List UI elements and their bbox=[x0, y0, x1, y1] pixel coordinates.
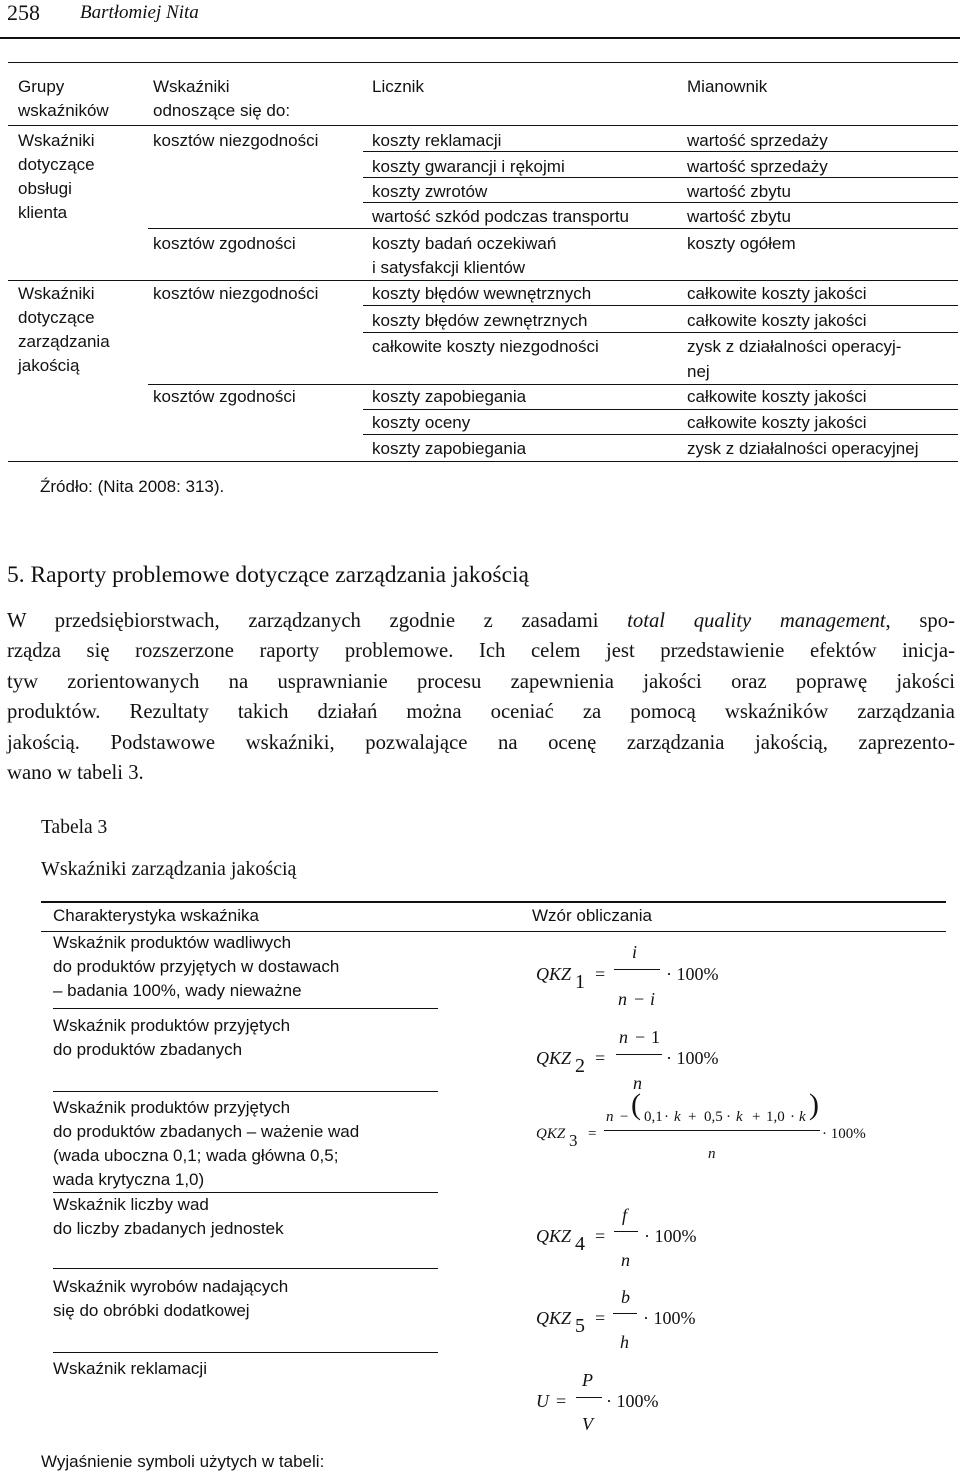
fraction-bar bbox=[576, 1397, 602, 1398]
row-rule bbox=[363, 434, 958, 435]
table-title: Wskaźniki zarządzania jakością bbox=[41, 858, 297, 880]
formula-num-a: n bbox=[606, 1109, 614, 1125]
row-desc-line: Wskaźnik reklamacji bbox=[53, 1359, 207, 1378]
formula-numerator: b bbox=[621, 1287, 630, 1307]
formula-qkz5 bbox=[536, 1281, 756, 1353]
header-denominator: Mianownik bbox=[687, 77, 768, 96]
row-desc-line: Wskaźnik produktów wadliwych bbox=[53, 933, 292, 952]
formula-denominator: n bbox=[708, 1146, 716, 1162]
header-indicators-line2: odnoszące się do: bbox=[153, 101, 291, 120]
formula-numerator: P bbox=[582, 1370, 593, 1390]
formula-den-op: − bbox=[634, 989, 645, 1009]
formula-num-k: k bbox=[736, 1109, 743, 1125]
row-desc-line: Wskaźnik liczby wad bbox=[53, 1195, 209, 1214]
formula-num-b: 1 bbox=[651, 1027, 660, 1047]
formula-qkz2 bbox=[536, 1023, 756, 1095]
row-rule bbox=[53, 1008, 438, 1009]
row-numerator: koszty badań oczekiwań bbox=[372, 234, 557, 253]
header-numerator: Licznik bbox=[372, 77, 424, 96]
row-rule bbox=[363, 332, 958, 333]
formula-lhs: QKZ bbox=[536, 1308, 572, 1328]
paragraph-line: produktów. Rezultaty takich działań można oceniać za pomocą wskaźników zarządzania bbox=[7, 701, 955, 724]
formula-u bbox=[536, 1366, 756, 1438]
group-quality-line3: zarządzania bbox=[18, 332, 110, 351]
formula-num-op: − bbox=[620, 1109, 629, 1125]
group-quality-line2: dotyczące bbox=[18, 308, 95, 327]
col-header-formula: Wzór obliczania bbox=[532, 906, 652, 925]
formula-den-b: i bbox=[650, 989, 656, 1009]
group-quality-line4: jakością bbox=[18, 356, 80, 375]
formula-num-dot: · bbox=[726, 1109, 731, 1125]
row-denominator-cont: nej bbox=[687, 362, 710, 381]
group-customer-line1: Wskaźniki bbox=[18, 131, 95, 150]
row-numerator: koszty zwrotów bbox=[372, 182, 488, 201]
fraction-bar bbox=[604, 1130, 820, 1131]
formula-multiplier: · 100% bbox=[606, 1391, 659, 1411]
row-numerator: koszty błędów zewnętrznych bbox=[372, 311, 588, 330]
row-numerator: wartość szkód podczas transportu bbox=[372, 207, 630, 226]
row-rule bbox=[148, 228, 958, 229]
row-denominator: całkowite koszty jakości bbox=[687, 311, 867, 330]
formula-numerator: i bbox=[632, 942, 638, 962]
header-rule bbox=[8, 125, 958, 126]
group-customer-line3: obsługi bbox=[18, 179, 72, 198]
formula-num-op: − bbox=[635, 1027, 646, 1047]
row-indicator: kosztów niezgodności bbox=[153, 131, 319, 150]
formula-denominator: n bbox=[633, 1073, 642, 1093]
formula-multiplier: · 100% bbox=[644, 1226, 697, 1246]
row-numerator: koszty reklamacji bbox=[372, 131, 502, 150]
formula-num-k: k bbox=[674, 1109, 681, 1125]
formula-lhs: QKZ bbox=[536, 1126, 566, 1142]
group-quality-line1: Wskaźniki bbox=[18, 284, 95, 303]
formula-qkz1 bbox=[536, 937, 756, 1009]
row-desc-line: (wada uboczna 0,1; wada główna 0,5; bbox=[53, 1146, 339, 1165]
fraction-bar bbox=[613, 1313, 637, 1314]
row-denominator: całkowite koszty jakości bbox=[687, 387, 867, 406]
row-desc-line: do produktów przyjętych w dostawach bbox=[53, 957, 340, 976]
row-numerator: koszty błędów wewnętrznych bbox=[372, 284, 592, 303]
row-indicator: kosztów zgodności bbox=[153, 234, 296, 253]
formula-paren-open: ( bbox=[631, 1088, 641, 1121]
header-groups-line2: wskaźników bbox=[18, 101, 109, 120]
formula-num-a: n bbox=[619, 1027, 628, 1047]
row-denominator: wartość zbytu bbox=[687, 182, 791, 201]
formula-multiplier: · 100% bbox=[666, 1048, 719, 1068]
table-source-note: Źródło: (Nita 2008: 313). bbox=[40, 477, 225, 496]
row-numerator-cont: i satysfakcji klientów bbox=[372, 258, 526, 277]
row-numerator: koszty oceny bbox=[372, 413, 471, 432]
row-indicator: kosztów zgodności bbox=[153, 387, 296, 406]
formula-num-b: 0,1 bbox=[644, 1109, 663, 1125]
formula-equals: = bbox=[595, 1308, 606, 1328]
formula-multiplier: · 100% bbox=[666, 964, 719, 984]
formula-equals: = bbox=[588, 1126, 597, 1142]
running-header-author: Bartłomiej Nita bbox=[80, 2, 199, 23]
row-desc-line: do produktów zbadanych bbox=[53, 1040, 243, 1059]
col-header-characteristic: Charakterystyka wskaźnika bbox=[53, 906, 259, 925]
header-indicators-line1: Wskaźniki bbox=[153, 77, 230, 96]
formula-lhs: QKZ bbox=[536, 1048, 572, 1068]
formula-lhs: U bbox=[536, 1391, 549, 1411]
row-numerator: koszty gwarancji i rękojmi bbox=[372, 157, 565, 176]
formula-num-plus: + bbox=[688, 1109, 697, 1125]
page-number: 258 bbox=[7, 0, 40, 25]
header-rule bbox=[0, 37, 960, 39]
row-desc-line: Wskaźnik produktów przyjętych bbox=[53, 1016, 291, 1035]
row-desc-line: do produktów zbadanych – ważenie wad bbox=[53, 1122, 360, 1141]
group-customer-line4: klienta bbox=[18, 203, 68, 222]
fraction-bar bbox=[614, 1231, 638, 1232]
formula-lhs: QKZ bbox=[536, 1226, 572, 1246]
row-desc-line: wada krytyczna 1,0) bbox=[53, 1170, 205, 1189]
table-top-rule bbox=[41, 901, 946, 903]
row-desc-line: – badania 100%, wady nieważne bbox=[53, 981, 302, 1000]
group-customer-line2: dotyczące bbox=[18, 155, 95, 174]
paragraph-line: W przedsiębiorstwach, zarządzanych zgodnie z zasadami total quality management, spo- bbox=[7, 610, 955, 632]
row-denominator: wartość sprzedaży bbox=[687, 131, 828, 150]
formula-denominator: h bbox=[620, 1332, 629, 1352]
formula-equals: = bbox=[595, 964, 606, 984]
row-rule bbox=[53, 1268, 438, 1269]
row-indicator: kosztów niezgodności bbox=[153, 284, 319, 303]
formula-subscript: 2 bbox=[575, 1055, 585, 1077]
section-heading: 5. Raporty problemowe dotyczące zarządzania jakością bbox=[7, 562, 529, 588]
table-top-rule bbox=[8, 62, 958, 63]
formula-qkz4 bbox=[536, 1198, 756, 1270]
row-numerator: całkowite koszty niezgodności bbox=[372, 337, 599, 356]
formula-num-c: 0,5 bbox=[704, 1109, 723, 1125]
row-denominator: całkowite koszty jakości bbox=[687, 413, 867, 432]
row-denominator: wartość zbytu bbox=[687, 207, 791, 226]
emphasis-term: total quality management bbox=[627, 610, 886, 632]
formula-num-d: 1,0 bbox=[766, 1109, 785, 1125]
formula-den-a: n bbox=[618, 989, 627, 1009]
formula-subscript: 4 bbox=[575, 1233, 585, 1255]
row-numerator: koszty zapobiegania bbox=[372, 439, 527, 458]
section-paragraph bbox=[7, 606, 955, 788]
row-desc-line: do liczby zbadanych jednostek bbox=[53, 1219, 284, 1238]
paragraph-line: jakością. Podstawowe wskaźniki, pozwalające na ocenę zarządzania jakością, zaprezento- bbox=[7, 731, 955, 754]
formula-multiplier: · 100% bbox=[822, 1126, 866, 1142]
row-rule bbox=[53, 1352, 438, 1353]
formula-denominator: V bbox=[582, 1414, 593, 1434]
quality-indicators-table bbox=[41, 901, 946, 1441]
row-rule bbox=[363, 305, 958, 306]
formula-subscript: 3 bbox=[569, 1131, 578, 1150]
row-denominator: koszty ogółem bbox=[687, 234, 796, 253]
paragraph-line: rządza się rozszerzone raporty problemowe. Ich celem jest przedstawienie efektów inicja- bbox=[7, 640, 955, 663]
paragraph-line: tyw zorientowanych na usprawnianie procesu zapewnienia jakości oraz poprawę jakości bbox=[7, 670, 955, 693]
fraction-bar bbox=[616, 1054, 662, 1055]
fraction-bar bbox=[614, 969, 660, 970]
formula-denominator: n bbox=[621, 1250, 630, 1270]
paragraph-line: wano w tabeli 3. bbox=[7, 761, 144, 784]
table-bottom-rule bbox=[8, 461, 958, 462]
header-groups-line1: Grupy bbox=[18, 77, 65, 96]
row-denominator: wartość sprzedaży bbox=[687, 157, 828, 176]
row-denominator: zysk z działalności operacyjnej bbox=[687, 439, 919, 458]
formula-num-plus: + bbox=[752, 1109, 761, 1125]
row-desc-line: Wskaźnik wyrobów nadających bbox=[53, 1277, 289, 1296]
formula-equals: = bbox=[556, 1391, 567, 1411]
formula-equals: = bbox=[595, 1226, 606, 1246]
row-rule bbox=[363, 202, 958, 203]
row-rule bbox=[53, 1091, 438, 1092]
formula-multiplier: · 100% bbox=[643, 1308, 696, 1328]
formula-lhs: QKZ bbox=[536, 964, 572, 984]
row-numerator: koszty zapobiegania bbox=[372, 387, 527, 406]
row-denominator: całkowite koszty jakości bbox=[687, 284, 867, 303]
row-rule bbox=[363, 151, 958, 152]
formula-paren-close: ) bbox=[809, 1088, 819, 1121]
formula-equals: = bbox=[595, 1048, 606, 1068]
formula-subscript: 1 bbox=[575, 971, 585, 993]
table-label: Tabela 3 bbox=[41, 817, 108, 838]
row-desc-line: Wskaźnik produktów przyjętych bbox=[53, 1098, 291, 1117]
formula-num-dot: · bbox=[664, 1109, 669, 1125]
formula-num-dot: · bbox=[790, 1109, 795, 1125]
row-desc-line: się do obróbki dodatkowej bbox=[53, 1301, 250, 1320]
formula-numerator: f bbox=[622, 1205, 628, 1225]
formula-subscript: 5 bbox=[575, 1315, 585, 1337]
symbols-explanation-label: Wyjaśnienie symboli użytych w tabeli: bbox=[41, 1452, 325, 1471]
formula-num-k: k bbox=[799, 1109, 806, 1125]
formula-qkz3 bbox=[536, 1088, 946, 1168]
row-denominator: zysk z działalności operacyj- bbox=[687, 337, 902, 356]
row-rule bbox=[363, 177, 958, 178]
